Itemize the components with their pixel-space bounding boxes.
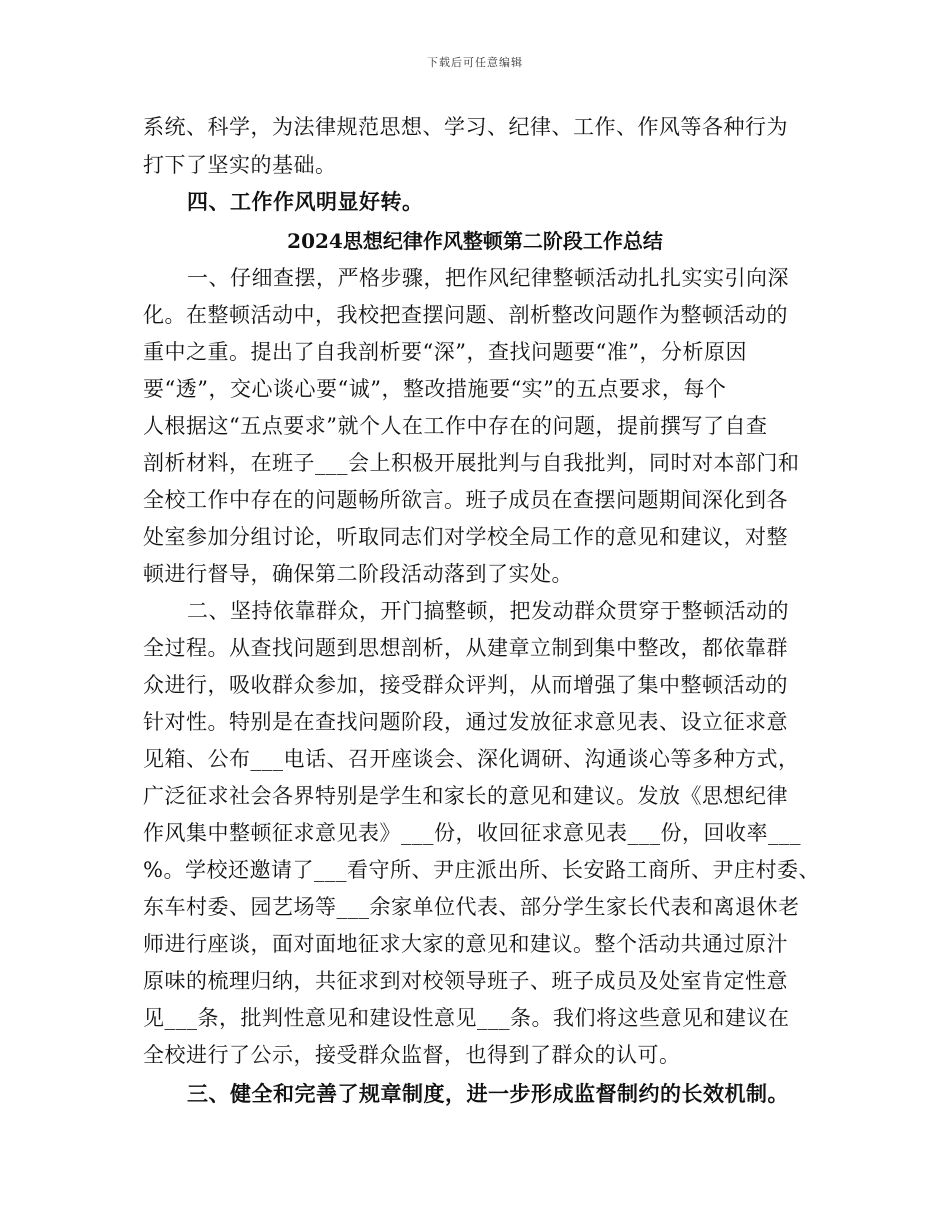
para1-line: 化。在整顿活动中，我校把查摆问题、剖析整改问题作为整顿活动的: [143, 303, 788, 327]
para2-line: 师进行座谈，面对面地征求大家的意见和建议。整个活动共通过原汁: [143, 932, 788, 956]
para2-line: 全校进行了公示，接受群众监督，也得到了群众的认可。: [143, 1043, 681, 1067]
intro-line: 打下了坚实的基础。: [143, 153, 337, 177]
para2-line: 东车村委、园艺场等___余家单位代表、部分学生家长代表和离退休老: [143, 895, 800, 919]
para1-line: 重中之重。提出了自我剖析要“深”，查找问题要“准”，分析原因: [143, 340, 747, 364]
document-title: 2024思想纪律作风整顿第二阶段工作总结: [287, 229, 663, 253]
para1-line: 处室参加分组讨论，听取同志们对学校全局工作的意见和建议，对整: [143, 525, 788, 549]
para2-line: 针对性。特别是在查找问题阶段，通过发放征求意见表、设立征求意: [143, 710, 788, 734]
para2-line: 广泛征求社会各界特别是学生和家长的意见和建议。发放《思想纪律: [143, 784, 788, 808]
para1-line: 要“透”，交心谈心要“诚”，整改措施要“实”的五点要求，每个: [143, 377, 727, 401]
para2-line: 二、坚持依靠群众，开门搞整顿，把发动群众贯穿于整顿活动的: [187, 599, 789, 623]
para1-line: 全校工作中存在的问题畅所欲言。班子成员在查摆问题期间深化到各: [143, 488, 788, 512]
para2-line: 原味的梳理归纳，共征求到对校领导班子、班子成员及处室肯定性意: [143, 969, 788, 993]
para1-line: 一、仔细查摆，严格步骤，把作风纪律整顿活动扎扎实实引向深: [187, 266, 789, 290]
para1-line: 顿进行督导，确保第二阶段活动落到了实处。: [143, 562, 573, 586]
para2-line: %。学校还邀请了___看守所、尹庄派出所、长安路工商所、尹庄村委、: [143, 858, 820, 882]
page-header: 下载后可任意编辑: [427, 56, 523, 69]
intro-line: 系统、科学，为法律规范思想、学习、纪律、工作、作风等各种行为: [143, 115, 788, 139]
para2-line: 见___条，批判性意见和建设性意见___条。我们将这些意见和建议在: [143, 1006, 790, 1030]
para2-line: 作风集中整顿征求意见表》___份，收回征求意见表___份，回收率___: [143, 821, 801, 845]
para1-line: 剖析材料，在班子___会上积极开展批判与自我批判，同时对本部门和: [143, 451, 800, 475]
para2-line: 全过程。从查找问题到思想剖析，从建章立制到集中整改，都依靠群: [143, 636, 788, 660]
para1-line: 人根据这“五点要求”就个人在工作中存在的问题，提前撰写了自查: [143, 414, 768, 438]
section-heading-four: 四、工作作风明显好转。: [187, 189, 424, 214]
para2-line: 众进行，吸收群众参加，接受群众评判，从而增强了集中整顿活动的: [143, 673, 788, 697]
section-heading-three: 三、健全和完善了规章制度，进一步形成监督制约的长效机制。: [187, 1081, 789, 1106]
para2-line: 见箱、公布___电话、召开座谈会、深化调研、沟通谈心等多种方式，: [143, 747, 800, 771]
